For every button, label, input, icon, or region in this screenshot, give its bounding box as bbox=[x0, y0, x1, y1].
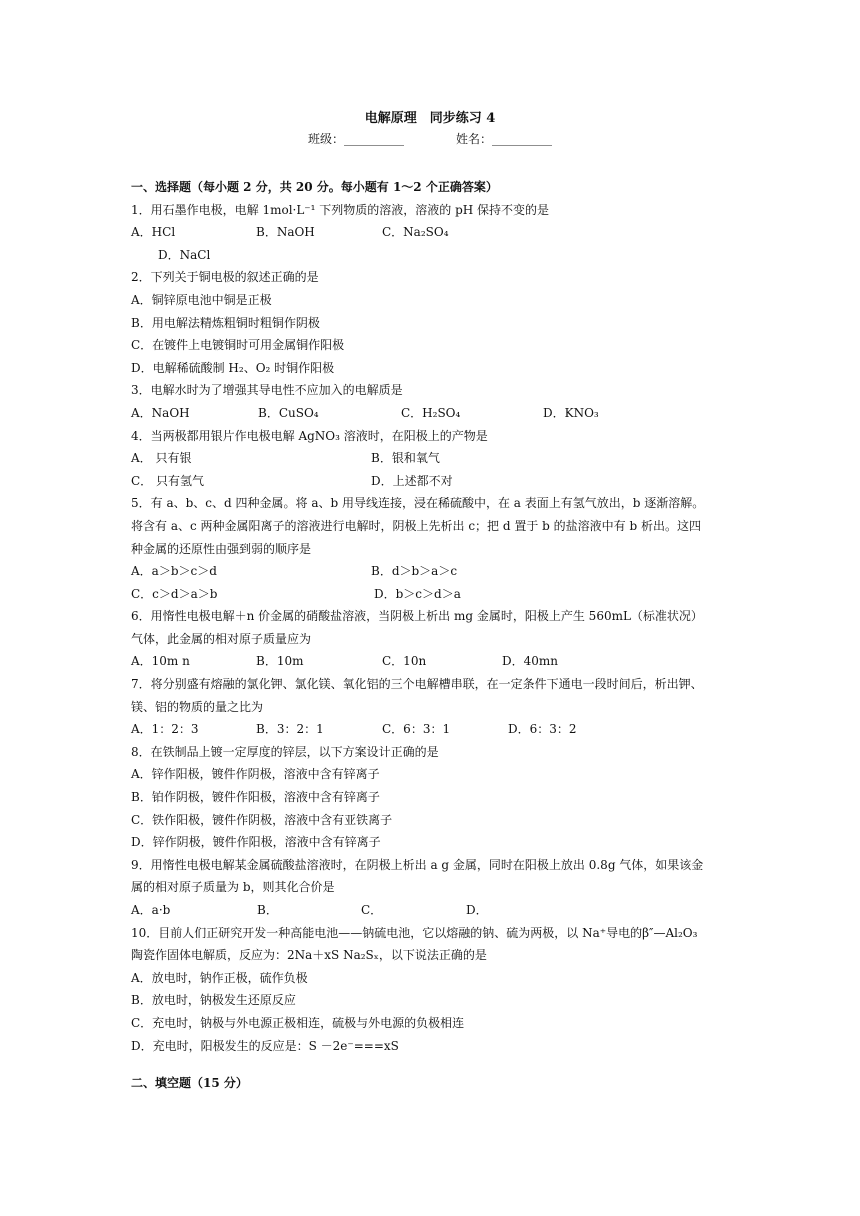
option-row bbox=[131, 583, 731, 606]
option: C．6：3：1 bbox=[382, 722, 451, 737]
option: B．CuSO₄ bbox=[258, 405, 319, 420]
question-stem-cont: 镁、铝的物质的量之比为 bbox=[131, 699, 264, 714]
option: A．a·b bbox=[131, 903, 171, 917]
option: D．NaCl bbox=[158, 247, 211, 262]
option-row bbox=[131, 470, 731, 493]
section-choice bbox=[131, 176, 731, 1057]
option: D．6：3：2 bbox=[508, 722, 577, 737]
option: B．d＞b＞a＞c bbox=[371, 564, 458, 579]
option: A．放电时，钠作正极，硫作负极 bbox=[131, 970, 308, 985]
question-stem-cont: 气体，此金属的相对原子质量应为 bbox=[131, 631, 312, 646]
option-row bbox=[131, 447, 731, 470]
question-stem: 5．有 a、b、c、d 四种金属。将 a、b 用导线连接，浸在稀硫酸中，在 a 表面上有氢气放出，b 逐渐溶解。 bbox=[131, 496, 705, 511]
option: C．铁作阳极，镀件作阴极，溶液中含有亚铁离子 bbox=[131, 812, 393, 827]
student-info bbox=[0, 130, 860, 147]
question-stem: 10．目前人们正研究开发一种高能电池——钠硫电池，它以熔融的钠、硫为两极，以 Na⁺导电的β″—Al₂O₃ bbox=[131, 925, 698, 940]
question-stem: 2．下列关于铜电极的叙述正确的是 bbox=[131, 270, 319, 285]
option: C．c＞d＞a＞b bbox=[131, 586, 218, 601]
option-row bbox=[131, 560, 731, 583]
option: B．铂作阴极，镀件作阳极，溶液中含有锌离子 bbox=[131, 790, 380, 805]
section-heading: 二、填空题（15 分） bbox=[131, 1076, 248, 1090]
option: D．充电时，阳极发生的反应是：S －2e⁻===xS bbox=[131, 1038, 399, 1053]
question-stem: 4．当两极都用银片作电极电解 AgNO₃ 溶液时，在阳极上的产物是 bbox=[131, 428, 488, 443]
option: D．40mn bbox=[502, 654, 558, 669]
option: B．NaOH bbox=[256, 225, 315, 240]
option: B．10m bbox=[256, 654, 304, 669]
option: B．银和氧气 bbox=[371, 451, 440, 466]
class-field: 班级：__________ bbox=[307, 132, 404, 146]
question-stem-cont: 属的相对原子质量为 b，则其化合价是 bbox=[131, 880, 335, 895]
option: C．充电时，钠极与外电源正极相连，硫极与外电源的负极相连 bbox=[131, 1015, 465, 1030]
option: C． bbox=[361, 903, 383, 917]
option: B．3：2：1 bbox=[256, 722, 324, 737]
option: D． bbox=[466, 903, 488, 917]
option: A．铜锌原电池中铜是正极 bbox=[131, 292, 272, 307]
option: B． bbox=[257, 903, 278, 917]
option: C．在镀件上电镀铜时可用金属铜作阳极 bbox=[131, 338, 345, 353]
option: B．用电解法精炼粗铜时粗铜作阴极 bbox=[131, 315, 320, 330]
option: A．a＞b＞c＞d bbox=[131, 564, 217, 579]
question-stem: 9．用惰性电极电解某金属硫酸盐溶液时，在阴极上析出 a g 金属，同时在阳极上放出 0.8g 气体，如果该金 bbox=[131, 857, 704, 872]
option: C．10n bbox=[382, 654, 427, 669]
question-stem-cont: 将含有 a、c 两种金属阳离子的溶液进行电解时，阴极上先析出 c；把 d 置于 b 的盐溶液中有 b 析出。这四 bbox=[131, 518, 701, 533]
option: C．Na₂SO₄ bbox=[382, 225, 449, 240]
option: A．HCl bbox=[131, 225, 176, 240]
option-row bbox=[131, 650, 731, 673]
option: A． 只有银 bbox=[131, 451, 192, 466]
option-row bbox=[131, 718, 731, 741]
option-row bbox=[131, 899, 731, 922]
question-stem: 3．电解水时为了增强其导电性不应加入的电解质是 bbox=[131, 383, 403, 398]
page-title: 电解原理 同步练习 4 bbox=[364, 111, 496, 126]
option: C．H₂SO₄ bbox=[401, 405, 461, 420]
question-stem-cont: 种金属的还原性由强到弱的顺序是 bbox=[131, 541, 312, 556]
option: A．10m n bbox=[131, 654, 190, 669]
option: A．1：2：3 bbox=[131, 722, 199, 737]
option: B．放电时，钠极发生还原反应 bbox=[131, 993, 296, 1008]
option: A．NaOH bbox=[131, 405, 190, 420]
name-field: 姓名：__________ bbox=[456, 132, 553, 146]
section-heading: 一、选择题（每小题 2 分，共 20 分。每小题有 1～2 个正确答案） bbox=[131, 180, 498, 194]
option: D．KNO₃ bbox=[543, 405, 599, 420]
option: D．锌作阴极，镀件作阳极，溶液中含有锌离子 bbox=[131, 835, 381, 850]
question-stem: 1．用石墨作电极，电解 1mol·L⁻¹ 下列物质的溶液，溶液的 pH 保持不变的是 bbox=[131, 202, 550, 217]
question-stem-cont: 陶瓷作固体电解质，反应为：2Na＋xS Na₂Sₓ，以下说法正确的是 bbox=[131, 948, 487, 963]
option: A．锌作阳极，镀件作阴极，溶液中含有锌离子 bbox=[131, 767, 380, 782]
question-stem: 6．用惰性电极电解＋n 价金属的硝酸盐溶液，当阴极上析出 mg 金属时，阳极上产生 560mL（标准状况） bbox=[131, 609, 703, 624]
option-row bbox=[131, 402, 731, 425]
option: D．上述都不对 bbox=[371, 473, 453, 488]
option-row bbox=[131, 221, 731, 244]
option: D．b＞c＞d＞a bbox=[374, 586, 461, 601]
question-stem: 7．将分别盛有熔融的氯化钾、氯化镁、氧化铝的三个电解槽串联，在一定条件下通电一段时间后，析出钾、 bbox=[131, 677, 703, 692]
option: C． 只有氢气 bbox=[131, 473, 204, 488]
question-stem: 8．在铁制品上镀一定厚度的锌层，以下方案设计正确的是 bbox=[131, 744, 439, 759]
option: D．电解稀硫酸制 H₂、O₂ 时铜作阳极 bbox=[131, 360, 335, 375]
